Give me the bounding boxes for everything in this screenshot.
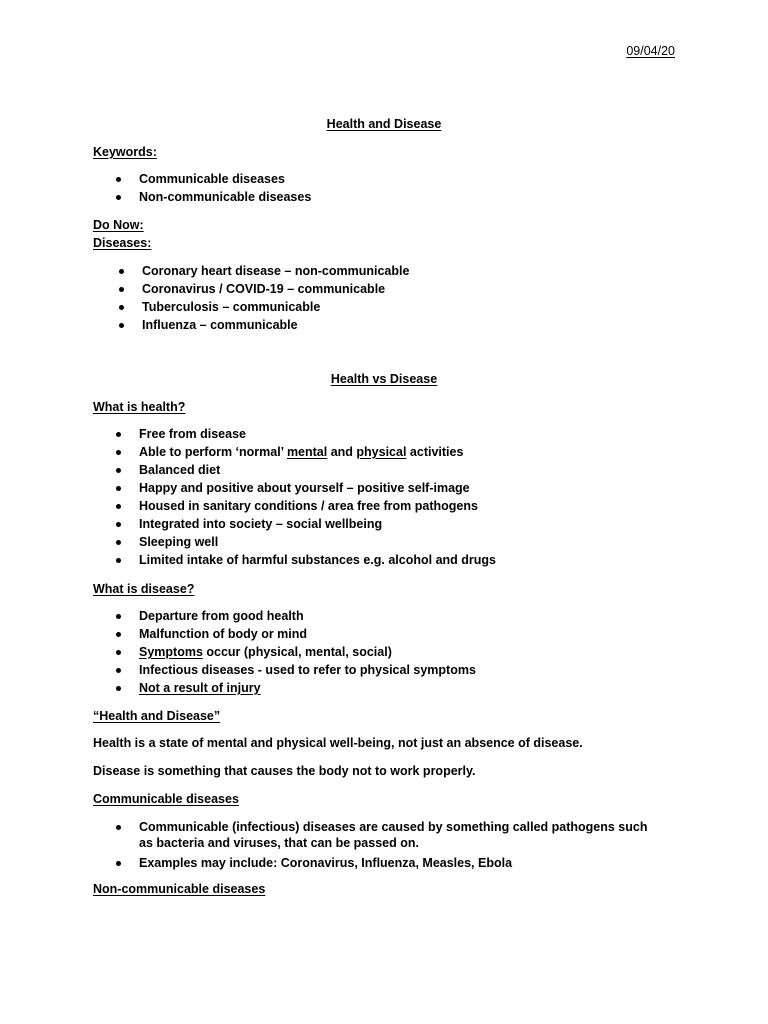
list-item (116, 680, 476, 698)
paragraph-disease-definition: Disease is something that causes the body not to work properly. (93, 764, 476, 778)
bullet-icon (116, 650, 121, 655)
keywords-list (116, 171, 311, 207)
underlined-word: physical (356, 445, 407, 459)
bullet-icon (116, 540, 121, 545)
list-item (116, 819, 649, 855)
bullet-icon (119, 269, 124, 274)
underlined-word: Symptoms (139, 645, 203, 659)
bullet-icon (119, 305, 124, 310)
diseases-subheading: Diseases: (93, 236, 152, 250)
bullet-icon (116, 686, 121, 691)
underlined-word: mental (286, 445, 328, 459)
list-item-text: Limited intake of harmful substances e.g. alcohol and drugs (139, 553, 497, 567)
list-item (116, 462, 496, 480)
list-item-text: Coronary heart disease – non-communicable (142, 264, 410, 278)
what-is-disease-heading: What is disease? (93, 582, 195, 596)
list-item-text: Departure from good health (139, 609, 304, 623)
list-item (116, 480, 496, 498)
list-item (119, 299, 409, 317)
list-item-text: Communicable (infectious) diseases are caused by something called pathogens such as bacteria and viruses, that can be passed on. (139, 820, 648, 850)
bullet-icon (116, 468, 121, 473)
list-item (116, 662, 476, 680)
bullet-icon (116, 432, 121, 437)
bullet-icon (116, 504, 121, 509)
disease-list (116, 608, 476, 698)
communicable-heading: Communicable diseases (93, 792, 239, 806)
list-item-text: Malfunction of body or mind (139, 627, 308, 641)
list-item (116, 608, 476, 626)
list-item-text: Communicable diseases (139, 172, 285, 186)
list-item-text: Not a result of injury (139, 681, 261, 695)
do-now-heading: Do Now: (93, 218, 144, 232)
bullet-icon (116, 558, 121, 563)
bullet-icon (116, 825, 121, 830)
bullet-icon (116, 486, 121, 491)
list-item (116, 644, 476, 662)
list-item-text: and (327, 445, 357, 459)
list-item-text: activities (406, 445, 464, 459)
health-list (116, 426, 496, 570)
list-item-text: Happy and positive about yourself – positive self-image (139, 481, 470, 495)
list-item (116, 534, 496, 552)
keywords-heading: Keywords: (93, 145, 157, 159)
list-item-text: Integrated into society – social wellbeing (139, 517, 383, 531)
list-item-text: Influenza – communicable (142, 318, 298, 332)
communicable-list (116, 819, 656, 873)
list-item-text: Free from disease (139, 427, 246, 441)
list-item-text: Able to perform ‘normal’ (139, 445, 287, 459)
non-communicable-heading: Non-communicable diseases (93, 882, 266, 896)
paragraph-health-definition: Health is a state of mental and physical well-being, not just an absence of disease. (93, 736, 583, 750)
list-item (116, 498, 496, 516)
bullet-icon (116, 614, 121, 619)
bullet-icon (116, 522, 121, 527)
list-item-text: Infectious diseases - used to refer to physical symptoms (139, 663, 476, 677)
bullet-icon (116, 668, 121, 673)
list-item-text: occur (physical, mental, social) (202, 645, 392, 659)
bullet-icon (119, 287, 124, 292)
quote-heading: “Health and Disease” (93, 709, 221, 723)
bullet-icon (116, 632, 121, 637)
document-date: 09/04/20 (626, 44, 675, 58)
do-now-list (119, 263, 409, 335)
list-item (119, 281, 409, 299)
list-item (116, 444, 496, 462)
bullet-icon (116, 177, 121, 182)
bullet-icon (116, 861, 121, 866)
list-item (116, 855, 656, 873)
document-title (0, 116, 768, 132)
section-title-text: Health vs Disease (330, 372, 438, 386)
list-item (116, 552, 496, 570)
list-item (116, 426, 496, 444)
list-item-text: Non-communicable diseases (139, 190, 312, 204)
list-item-text: Tuberculosis – communicable (142, 300, 321, 314)
list-item-text: Examples may include: Coronavirus, Influenza, Measles, Ebola (139, 856, 513, 870)
bullet-icon (119, 323, 124, 328)
document-title-text: Health and Disease (326, 117, 442, 131)
bullet-icon (116, 450, 121, 455)
list-item (119, 317, 409, 335)
list-item (116, 171, 311, 189)
list-item (116, 189, 311, 207)
section-title-health-vs-disease (0, 371, 768, 387)
list-item-text: Sleeping well (139, 535, 219, 549)
list-item (116, 516, 496, 534)
bullet-icon (116, 195, 121, 200)
list-item-text: Coronavirus / COVID-19 – communicable (142, 282, 386, 296)
what-is-health-heading: What is health? (93, 400, 186, 414)
list-item-text: Housed in sanitary conditions / area free from pathogens (139, 499, 478, 513)
list-item-text: Balanced diet (139, 463, 221, 477)
list-item (119, 263, 409, 281)
list-item (116, 626, 476, 644)
